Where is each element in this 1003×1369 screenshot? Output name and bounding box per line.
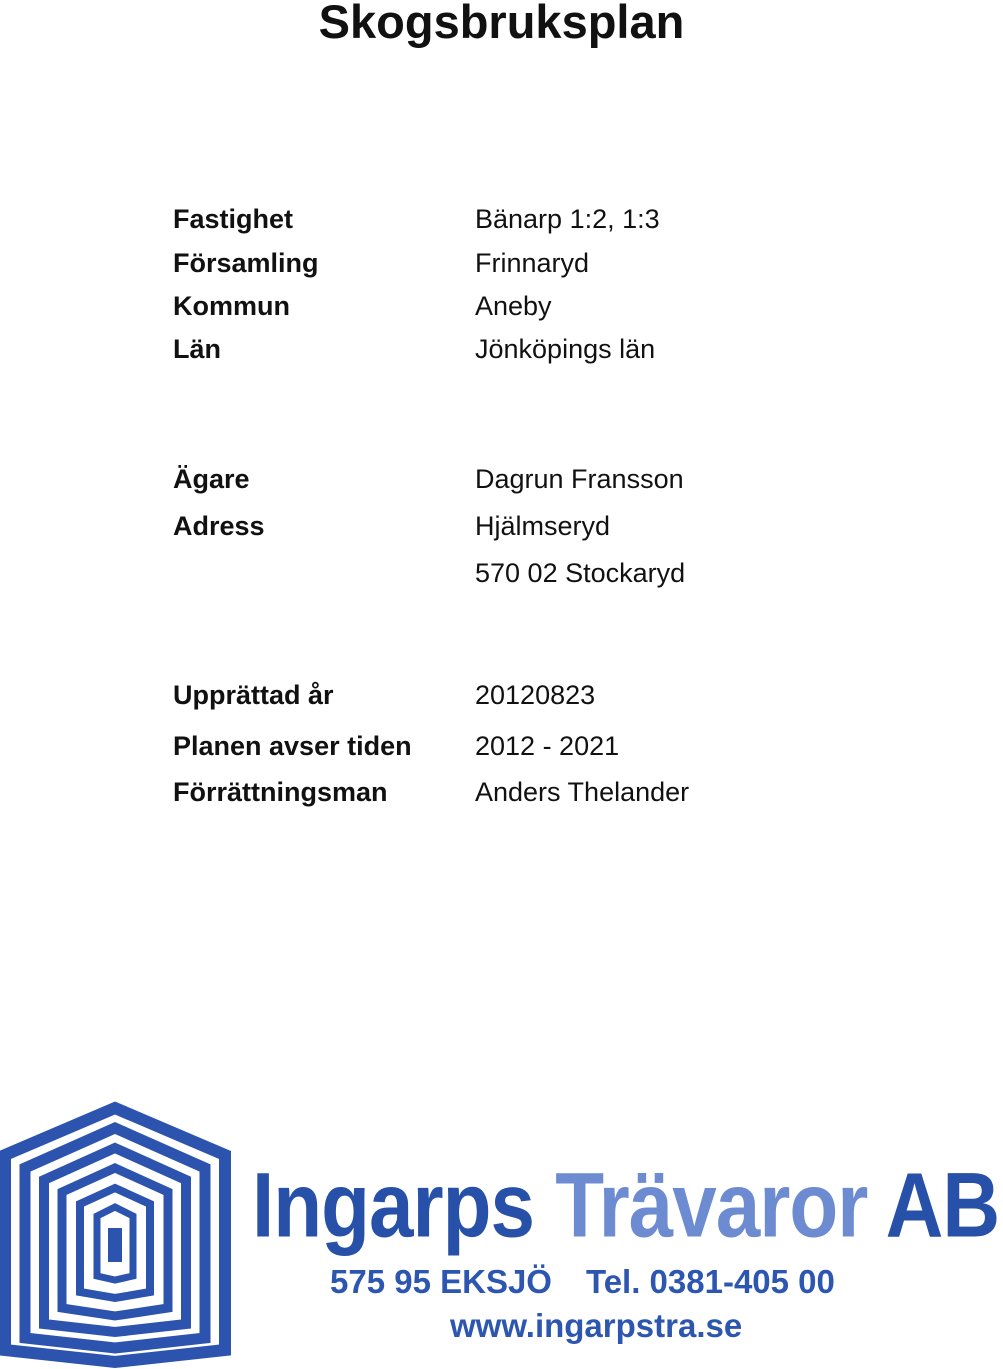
fastighet-value: Bänarp 1:2, 1:3 bbox=[475, 204, 660, 234]
agare-label: Ägare bbox=[173, 464, 250, 494]
forsamling-label: Församling bbox=[173, 248, 319, 278]
adress-line1: Hjälmseryd bbox=[475, 511, 611, 541]
agare-value: Dagrun Fransson bbox=[475, 464, 684, 494]
forrattningsman-value: Anders Thelander bbox=[475, 777, 690, 807]
upprattad-label: Upprättad år bbox=[173, 680, 334, 710]
page-title: Skogsbruksplan bbox=[318, 0, 685, 48]
company-name-part3: AB bbox=[885, 1153, 1000, 1256]
company-website: www.ingarpstra.se bbox=[450, 1307, 743, 1344]
company-name bbox=[252, 1150, 999, 1260]
forrattningsman-label: Förrättningsman bbox=[173, 777, 388, 807]
company-name-part2: Trävaror bbox=[555, 1153, 868, 1256]
lan-label: Län bbox=[173, 334, 222, 364]
period-value: 2012 - 2021 bbox=[475, 731, 620, 761]
fastighet-label: Fastighet bbox=[173, 204, 294, 234]
upprattad-value: 20120823 bbox=[475, 680, 596, 710]
forsamling-value: Frinnaryd bbox=[475, 248, 590, 278]
lan-value: Jönköpings län bbox=[475, 334, 656, 364]
company-address: 575 95 EKSJÖ bbox=[330, 1263, 552, 1300]
kommun-value: Aneby bbox=[475, 291, 552, 321]
period-label: Planen avser tiden bbox=[173, 731, 412, 761]
adress-line2: 570 02 Stockaryd bbox=[475, 558, 686, 588]
company-contact bbox=[330, 1262, 835, 1302]
kommun-label: Kommun bbox=[173, 291, 290, 321]
company-name-part1: Ingarps bbox=[252, 1153, 534, 1256]
adress-label: Adress bbox=[173, 511, 265, 541]
company-phone: Tel. 0381-405 00 bbox=[585, 1263, 835, 1300]
